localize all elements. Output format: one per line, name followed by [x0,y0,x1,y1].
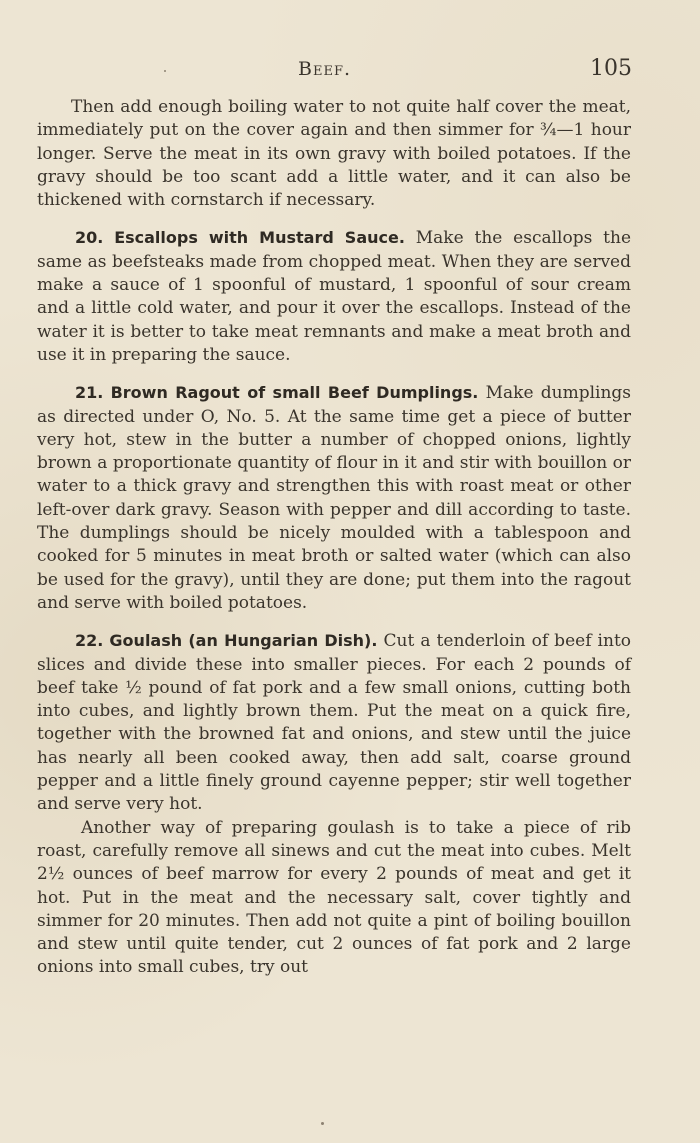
recipe-20 [37,226,631,367]
recipe-22-title: Goulash (an Hungarian Dish). [109,631,378,651]
recipe-20-text: Make the escallops the same as beefsteaks made from chopped meat. When they are served make a sauce of 1 spoonful of mustard, 1 spoonful of sour cream and a little cold water, and pour it over the escallops. Instead of the water it is better to take meat remnants and make a meat broth and use it in preparing the sauce. [37,228,632,365]
recipe-21-text: Make dumplings as directed under O, No. 5. At the same time get a piece of butter very hot, stew in the butter a number of chopped onions, lightly brown a proportionate quantity of flour in it and stir with bouillon or water to a thick gravy and strengthen this with roast meat or other left-over dark gravy. Season with pepper and dill according to taste. The dumplings should be nicely moulded with a tablespoon and cooked for 5 minutes in meat broth or salted water (which can also be used for the gravy), until they are done; put them into the ragout and serve with boiled potatoes. [37,383,632,613]
recipe-21-title: Brown Ragout of small Beef Dumplings. [110,383,479,403]
recipe-21 [37,381,631,615]
recipe-22-number: 22. [75,631,104,651]
recipe-22-text: Cut a tenderloin of beef into slices and divide these into smaller pieces. For each 2 pounds of beef take ½ pound of fat pork and a few small onions, cutting both into cubes, and lightly brown them. Put the meat on a quick fire, together with the browned fat and onions, and stew until the juice has nearly all been cooked away, then add salt, coarse ground pepper and a little finely ground cayenne pepper; stir well together and serve very hot. [37,631,632,815]
body-text [37,96,631,980]
recipe-22 [37,629,631,816]
recipe-20-number: 20. [75,228,104,248]
page-number: 105 [590,56,632,81]
paper-speck [321,1122,324,1125]
page-header [0,58,700,88]
recipe-22-continuation: Another way of preparing goulash is to take a piece of rib roast, carefully remove all sinews and cut the meat into cubes. Melt 2½ ounces of beef marrow for every 2 pounds of meat and get it hot. Put in the meat and the necessary salt, cover tightly and simmer for 20 minutes. Then add not quite a pint of boiling bouillon and stew until quite tender, cut 2 ounces of fat pork and 2 large onions into small cubes, try out [37,817,631,978]
running-head: Beef. [298,58,352,80]
paper-speck [164,70,166,72]
intro-paragraph: Then add enough boiling water to not quite half cover the meat, immediately put on the cover again and then simmer for ¾—1 hour longer. Serve the meat in its own gravy with boiled potatoes. If the gravy should be too scant add a little water, and it can also be thickened with cornstarch if necessary. [37,97,631,211]
recipe-20-title: Escallops with Mustard Sauce. [114,228,405,248]
recipe-21-number: 21. [75,383,104,403]
